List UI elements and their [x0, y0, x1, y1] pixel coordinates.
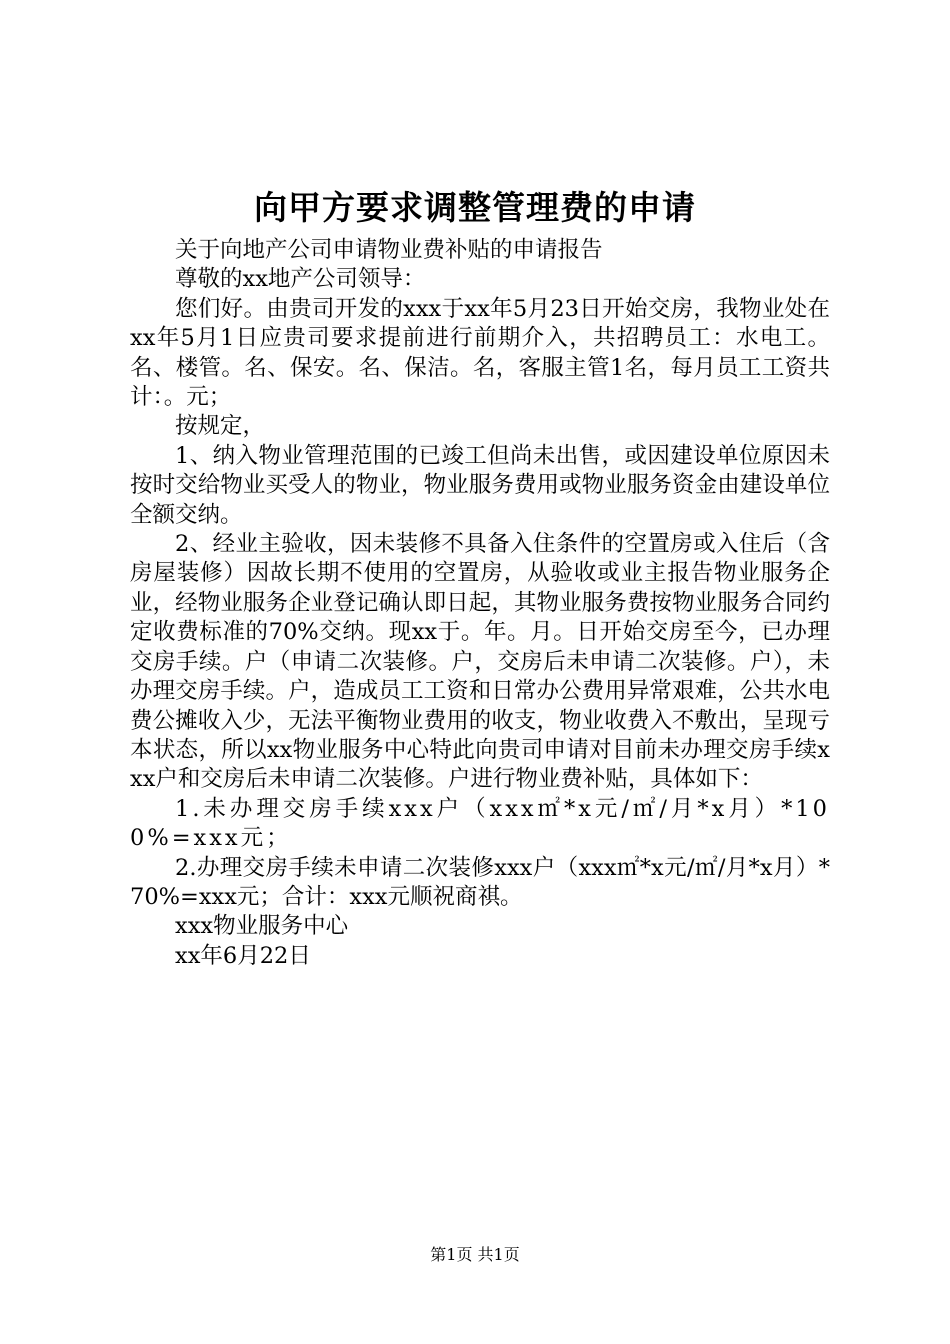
paragraph-intro: 您们好。由贵司开发的xxx于xx年5月23日开始交房，我物业处在xx年5月1日应贵司要求提前进行前期介入，共招聘员工：水电工。名、楼管。名、保安。名、保洁。名，客服主管1名，每月员工工资共计：。元； [130, 295, 830, 411]
paragraph-item-2: 2、经业主验收，因未装修不具备入住条件的空置房或入住后（含房屋装修）因故长期不使用的空置房，从验收或业主报告物业服务企业，经物业服务企业登记确认即日起，其物业服务费按物业服务合同约定收费标准的70%交纳。现xx于。年。月。日开始交房至今，已办理交房手续。户（申请二次装修。户，交房后未申请二次装修。户），未办理交房手续。户，造成员工工资和日常办公费用异常艰难，公共水电费公摊收入少，无法平衡物业费用的收支，物业收费入不敷出，呈现亏本状态，所以xx物业服务中心特此向贵司申请对目前未办理交房手续xxx户和交房后未申请二次装修。户进行物业费补贴，具体如下： [130, 531, 830, 793]
paragraph-regulation: 按规定， [175, 413, 266, 440]
document-title: 向甲方要求调整管理费的申请 [254, 188, 696, 227]
signature-org: xxx物业服务中心 [175, 913, 349, 940]
salutation: 尊敬的xx地产公司领导： [175, 266, 426, 293]
subject-line: 关于向地产公司申请物业费补贴的申请报告 [175, 237, 603, 263]
paragraph-item-1: 1、纳入物业管理范围的已竣工但尚未出售，或因建设单位原因未按时交给物业买受人的物业，物业服务费用或物业服务资金由建设单位全额交纳。 [130, 442, 830, 528]
document-body [130, 236, 830, 971]
signature-date: xx年6月22日 [175, 942, 311, 969]
page-number-footer: 第1页 共1页 [430, 1245, 520, 1264]
calculation-line-2: 2.办理交房手续未申请二次装修xxx户（xxx㎡*x元/㎡/月*x月）*70%=xxx元；合计：xxx元顺祝商祺。 [130, 854, 830, 910]
calculation-line-1: 1.未办理交房手续xxx户（xxx㎡*x元/㎡/月*x月）*100%=xxx元； [130, 795, 830, 852]
